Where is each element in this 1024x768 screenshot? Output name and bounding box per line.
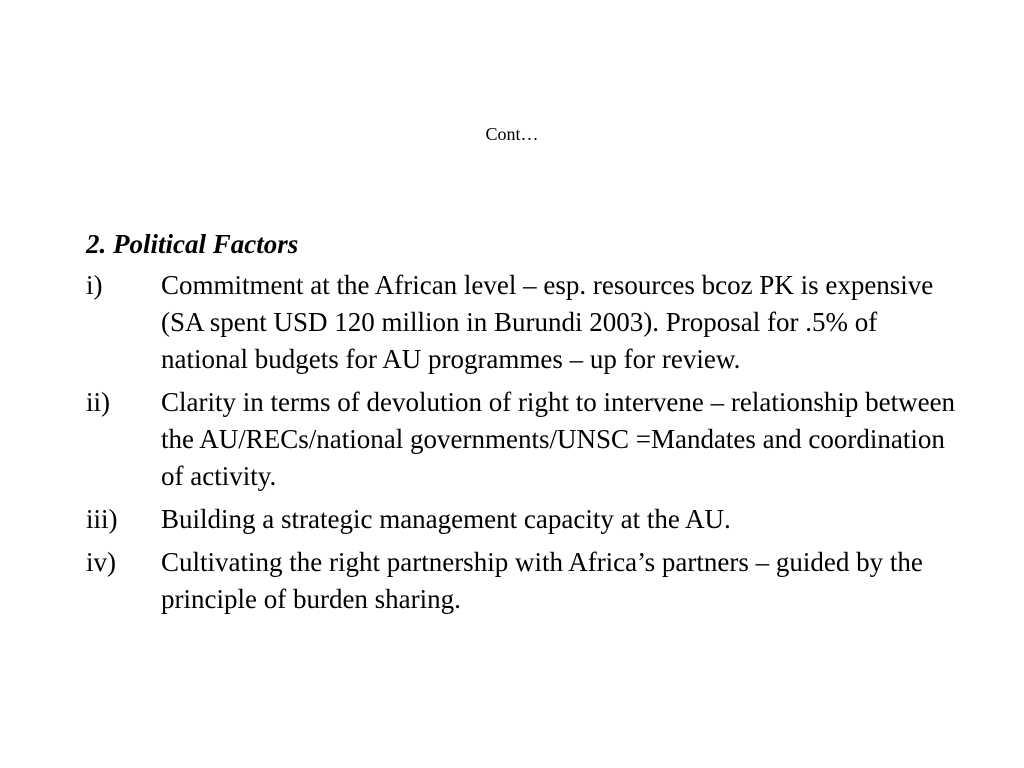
list-item-text: Commitment at the African level – esp. resources bcoz PK is expensive (SA spent USD 120 million in Burundi 2003). Proposal for .5% of national budgets for AU programmes – up for review.	[161, 270, 934, 374]
list-item	[86, 544, 966, 618]
list-marker: i)	[86, 270, 103, 300]
list-marker: iv)	[86, 547, 116, 577]
list-marker: iii)	[86, 504, 118, 534]
slide-content	[86, 225, 966, 624]
factor-list	[86, 267, 966, 618]
list-item-text: Clarity in terms of devolution of right to intervene – relationship between the AU/RECs/national governments/UNSC =Mandates and coordination of activity.	[161, 387, 956, 491]
section-heading: 2. Political Factors	[86, 229, 299, 259]
slide-title: Cont…	[485, 124, 539, 144]
list-item	[86, 267, 966, 378]
list-marker: ii)	[86, 387, 110, 417]
list-item	[86, 384, 966, 495]
list-item-text: Cultivating the right partnership with Africa’s partners – guided by the principle of burden sharing.	[161, 547, 923, 614]
list-item	[86, 501, 966, 538]
list-item-text: Building a strategic management capacity at the AU.	[161, 504, 731, 534]
